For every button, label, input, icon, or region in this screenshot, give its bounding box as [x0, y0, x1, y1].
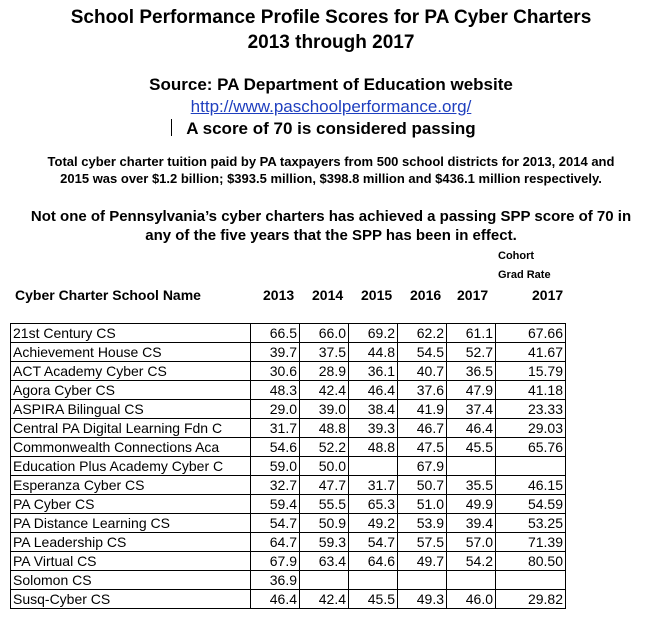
grad-rate-2017-cell: 65.76: [496, 438, 566, 457]
header-2014: 2014: [312, 287, 344, 303]
score-2013-cell: 54.6: [251, 438, 300, 457]
score-2015-cell: 46.4: [349, 381, 398, 400]
score-2017-cell: 45.5: [447, 438, 496, 457]
score-2017-cell: 57.0: [447, 533, 496, 552]
page-title-line2: 2013 through 2017: [247, 32, 415, 53]
school-name-cell: Central PA Digital Learning Fdn C: [11, 419, 251, 438]
score-2014-cell: 42.4: [300, 590, 349, 609]
source-text: Source: PA Department of Education website: [149, 75, 513, 94]
header-2015: 2015: [361, 287, 393, 303]
score-2014-cell: 59.3: [300, 533, 349, 552]
school-name-cell: 21st Century CS: [11, 324, 251, 343]
score-2015-cell: 54.7: [349, 533, 398, 552]
score-2013-cell: 29.0: [251, 400, 300, 419]
score-2017-cell: [447, 457, 496, 476]
score-2016-cell: 53.9: [398, 514, 447, 533]
header-2016: 2016: [410, 287, 442, 303]
score-2016-cell: 67.9: [398, 457, 447, 476]
school-name-cell: PA Leadership CS: [11, 533, 251, 552]
score-2016-cell: 49.7: [398, 552, 447, 571]
school-name-cell: Esperanza Cyber CS: [11, 476, 251, 495]
school-name-cell: PA Virtual CS: [11, 552, 251, 571]
table-row: [11, 381, 566, 400]
header-grad-rate: Grad Rate: [498, 269, 551, 281]
table-row: [11, 457, 566, 476]
table-row: [11, 533, 566, 552]
header-cohort: Cohort: [498, 250, 535, 262]
school-name-cell: ASPIRA Bilingual CS: [11, 400, 251, 419]
score-2014-cell: 28.9: [300, 362, 349, 381]
score-2015-cell: [349, 457, 398, 476]
table-row: [11, 495, 566, 514]
score-2017-cell: 37.4: [447, 400, 496, 419]
score-2015-cell: 38.4: [349, 400, 398, 419]
score-2015-cell: 65.3: [349, 495, 398, 514]
source-link-row: [0, 96, 662, 118]
score-2017-cell: 36.5: [447, 362, 496, 381]
score-2016-cell: 49.3: [398, 590, 447, 609]
grad-rate-2017-cell: 54.59: [496, 495, 566, 514]
score-2013-cell: 39.7: [251, 343, 300, 362]
score-2017-cell: 39.4: [447, 514, 496, 533]
school-name-cell: Achievement House CS: [11, 343, 251, 362]
header-2017: 2017: [457, 287, 489, 303]
score-2016-cell: 46.7: [398, 419, 447, 438]
score-2016-cell: 54.5: [398, 343, 447, 362]
table-row: [11, 419, 566, 438]
school-name-cell: Education Plus Academy Cyber C: [11, 457, 251, 476]
grad-rate-2017-cell: 29.82: [496, 590, 566, 609]
score-2017-cell: 46.0: [447, 590, 496, 609]
grad-rate-2017-cell: 23.33: [496, 400, 566, 419]
score-2013-cell: 30.6: [251, 362, 300, 381]
score-2016-cell: [398, 571, 447, 590]
score-2015-cell: 49.2: [349, 514, 398, 533]
score-2017-cell: [447, 571, 496, 590]
school-name-cell: Susq-Cyber CS: [11, 590, 251, 609]
score-2015-cell: 45.5: [349, 590, 398, 609]
table-row: [11, 590, 566, 609]
score-2014-cell: 37.5: [300, 343, 349, 362]
score-2016-cell: 41.9: [398, 400, 447, 419]
score-2014-cell: 50.9: [300, 514, 349, 533]
table-row: [11, 324, 566, 343]
header-school-name: Cyber Charter School Name: [15, 287, 201, 303]
score-2013-cell: 59.4: [251, 495, 300, 514]
grad-rate-2017-cell: 53.25: [496, 514, 566, 533]
score-2016-cell: 47.5: [398, 438, 447, 457]
spp-scores-body: [11, 324, 566, 609]
score-2013-cell: 54.7: [251, 514, 300, 533]
score-2017-cell: 49.9: [447, 495, 496, 514]
score-2017-cell: 46.4: [447, 419, 496, 438]
score-2016-cell: 51.0: [398, 495, 447, 514]
spp-scores-table: [10, 323, 566, 609]
score-2014-cell: 50.0: [300, 457, 349, 476]
score-2014-cell: [300, 571, 349, 590]
table-row: [11, 400, 566, 419]
score-2017-cell: 54.2: [447, 552, 496, 571]
score-2014-cell: 55.5: [300, 495, 349, 514]
score-2013-cell: 64.7: [251, 533, 300, 552]
score-2014-cell: 52.2: [300, 438, 349, 457]
score-2015-cell: 64.6: [349, 552, 398, 571]
header-grad-2017: 2017: [532, 287, 564, 303]
score-2013-cell: 46.4: [251, 590, 300, 609]
page-title-line1: School Performance Profile Scores for PA Cyber Charters: [70, 7, 592, 28]
score-2014-cell: 66.0: [300, 324, 349, 343]
school-name-cell: Agora Cyber CS: [11, 381, 251, 400]
score-2015-cell: 36.1: [349, 362, 398, 381]
score-2016-cell: 62.2: [398, 324, 447, 343]
score-2017-cell: 52.7: [447, 343, 496, 362]
score-2013-cell: 48.3: [251, 381, 300, 400]
score-2016-cell: 37.6: [398, 381, 447, 400]
score-2014-cell: 39.0: [300, 400, 349, 419]
header-2013: 2013: [263, 287, 295, 303]
table-row: [11, 438, 566, 457]
score-2017-cell: 47.9: [447, 381, 496, 400]
table-row: [11, 514, 566, 533]
grad-rate-2017-cell: [496, 571, 566, 590]
score-2016-cell: 40.7: [398, 362, 447, 381]
score-2015-cell: 39.3: [349, 419, 398, 438]
grad-rate-2017-cell: 71.39: [496, 533, 566, 552]
table-row: [11, 571, 566, 590]
grad-rate-2017-cell: 80.50: [496, 552, 566, 571]
source-link[interactable]: http://www.paschoolperformance.org/: [190, 97, 472, 116]
score-2017-cell: 61.1: [447, 324, 496, 343]
score-2015-cell: 44.8: [349, 343, 398, 362]
score-2015-cell: 48.8: [349, 438, 398, 457]
school-name-cell: Commonwealth Connections Aca: [11, 438, 251, 457]
school-name-cell: ACT Academy Cyber CS: [11, 362, 251, 381]
grad-rate-2017-cell: 15.79: [496, 362, 566, 381]
no-pass-note-line2: any of the five years that the SPP has been in effect.: [145, 227, 517, 244]
score-2015-cell: 69.2: [349, 324, 398, 343]
grad-rate-2017-cell: 29.03: [496, 419, 566, 438]
score-2014-cell: 42.4: [300, 381, 349, 400]
grad-rate-2017-cell: [496, 457, 566, 476]
score-2016-cell: 50.7: [398, 476, 447, 495]
table-row: [11, 362, 566, 381]
no-pass-note-line1: Not one of Pennsylvania’s cyber charters has achieved a passing SPP score of 70 in: [30, 208, 632, 225]
score-2014-cell: 63.4: [300, 552, 349, 571]
table-row: [11, 343, 566, 362]
grad-rate-2017-cell: 46.15: [496, 476, 566, 495]
score-2013-cell: 36.9: [251, 571, 300, 590]
score-2017-cell: 35.5: [447, 476, 496, 495]
score-2015-cell: [349, 571, 398, 590]
score-2016-cell: 57.5: [398, 533, 447, 552]
tuition-note-line1: Total cyber charter tuition paid by PA taxpayers from 500 school districts for 2013, 2014 and: [47, 154, 615, 169]
school-name-cell: Solomon CS: [11, 571, 251, 590]
score-2015-cell: 31.7: [349, 476, 398, 495]
score-2013-cell: 32.7: [251, 476, 300, 495]
grad-rate-2017-cell: 41.18: [496, 381, 566, 400]
score-2013-cell: 31.7: [251, 419, 300, 438]
score-2014-cell: 47.7: [300, 476, 349, 495]
table-row: [11, 476, 566, 495]
grad-rate-2017-cell: 41.67: [496, 343, 566, 362]
score-2014-cell: 48.8: [300, 419, 349, 438]
tuition-note-line2: 2015 was over $1.2 billion; $393.5 million, $398.8 million and $436.1 million respectively.: [60, 171, 602, 186]
score-2013-cell: 66.5: [251, 324, 300, 343]
passing-note: A score of 70 is considered passing: [186, 119, 476, 138]
grad-rate-2017-cell: 67.66: [496, 324, 566, 343]
school-name-cell: PA Distance Learning CS: [11, 514, 251, 533]
score-2013-cell: 59.0: [251, 457, 300, 476]
score-2013-cell: 67.9: [251, 552, 300, 571]
table-row: [11, 552, 566, 571]
school-name-cell: PA Cyber CS: [11, 495, 251, 514]
